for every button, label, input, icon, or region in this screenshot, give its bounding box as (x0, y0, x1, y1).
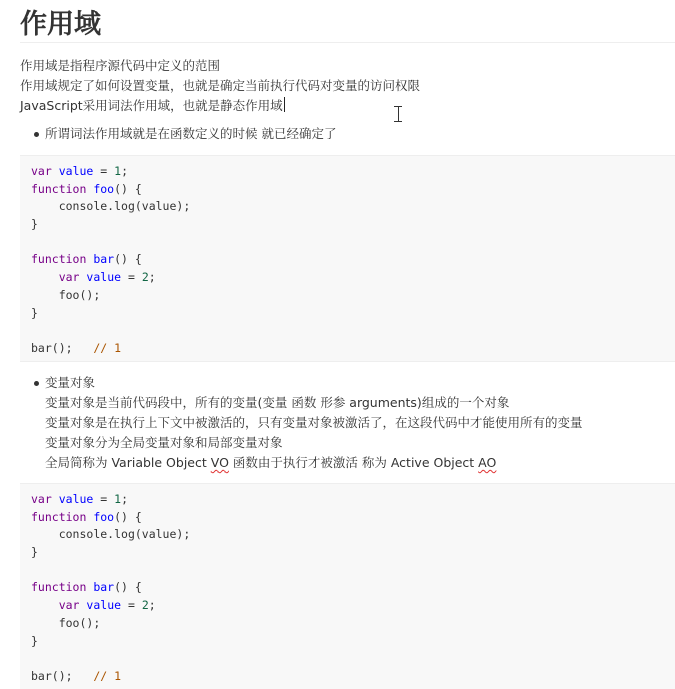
bullet-sub-line-1: 变量对象是当前代码段中，所有的变量(变量 函数 形参 arguments)组成的一个对象 (45, 395, 510, 410)
intro-paragraph[interactable] (20, 56, 420, 116)
code-line: var value = 1; (31, 164, 128, 178)
intro-line-3 (20, 96, 420, 116)
code-line: var value = 1; (31, 492, 128, 506)
bullet-sub-line-3: 变量对象分为全局变量对象和局部变量对象 (45, 435, 283, 450)
list-item (34, 373, 583, 473)
intro-line-3-text: JavaScript采用词法作用域，也就是静态作用域 (20, 98, 283, 113)
code-line: foo(); (58, 287, 101, 302)
code-line: console.log(value); (58, 527, 191, 542)
code-line: foo(); (58, 615, 101, 630)
code-line: function bar() { (31, 252, 142, 267)
code-line (31, 234, 675, 252)
code-line: } (31, 217, 38, 232)
intro-line-2: 作用域规定了如何设置变量，也就是确定当前执行代码对变量的访问权限 (20, 78, 421, 93)
code-line: var value = 2; (58, 270, 156, 285)
code-line: bar(); // 1 (31, 668, 122, 683)
code-line: console.log(value); (58, 199, 191, 214)
bullet-dot-icon (34, 132, 39, 137)
code-line (31, 562, 675, 580)
code-line: bar(); // 1 (31, 340, 122, 355)
bullet-dot-icon (34, 381, 39, 386)
spellcheck-vo: VO (210, 455, 229, 470)
code-line: } (31, 545, 38, 560)
code-line (31, 322, 675, 340)
code-line: function foo() { (31, 181, 142, 196)
code-line: var value = 2; (58, 598, 156, 613)
page-title: 作用域 (20, 9, 101, 40)
code-line: function foo() { (31, 509, 142, 524)
heading-divider (20, 42, 675, 43)
bullet-text: 所谓词法作用域就是在函数定义的时候 就已经确定了 (45, 126, 337, 141)
bullet-sub-line-4: 全局简称为 Variable Object VO 函数由于执行才被激活 称为 Active Object AO (45, 455, 497, 470)
list-item (34, 124, 336, 144)
bullet-title: 变量对象 (45, 375, 96, 390)
text-caret (284, 97, 285, 112)
code-line (31, 650, 675, 668)
code-line: } (31, 305, 38, 320)
code-line: function bar() { (31, 580, 142, 595)
spellcheck-ao: AO (478, 455, 497, 470)
code-block-1[interactable] (20, 155, 675, 362)
code-block-2[interactable] (20, 483, 675, 689)
bullet-sub-line-2: 变量对象是在执行上下文中被激活的，只有变量对象被激活了，在这段代码中才能使用所有的变量 (45, 415, 583, 430)
code-line: } (31, 633, 38, 648)
text-cursor-icon (394, 106, 402, 122)
intro-line-1: 作用域是指程序源代码中定义的范围 (20, 58, 221, 73)
